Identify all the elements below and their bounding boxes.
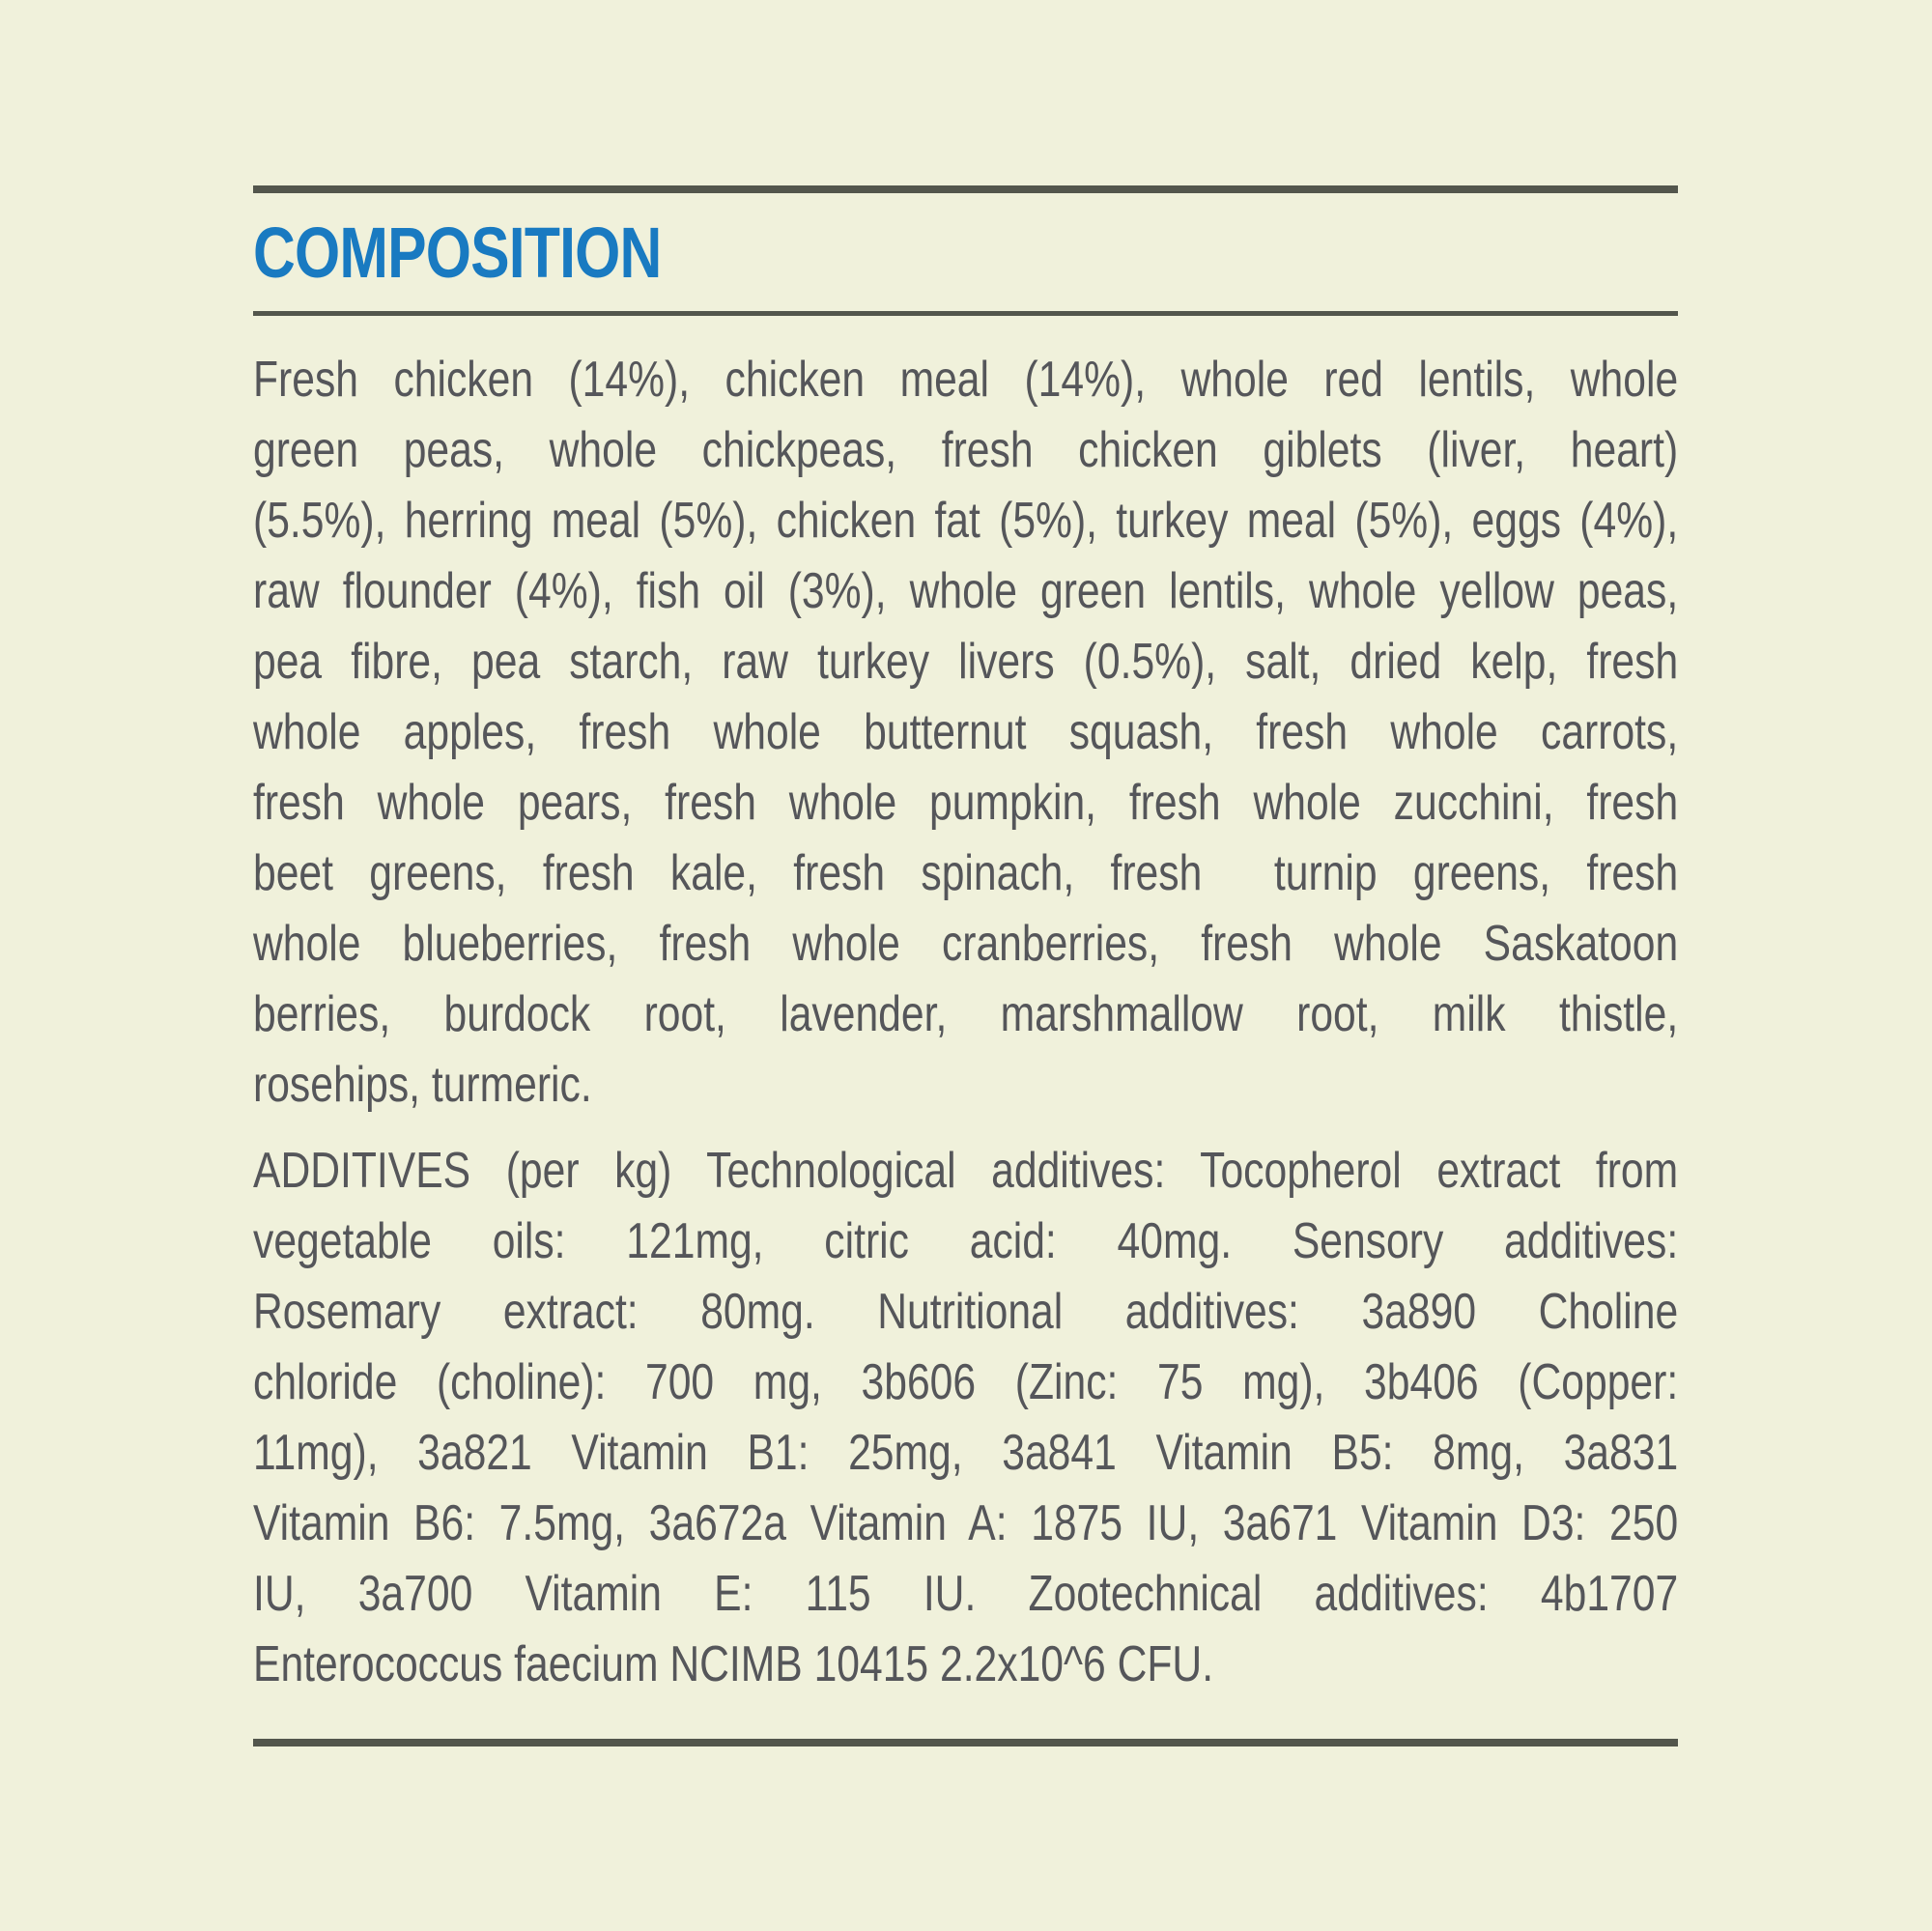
additives-text-line: chloride (choline): 700 mg, 3b606 (Zinc: 75 mg), 3b406 (Copper: [253, 1354, 1679, 1410]
bottom-rule [253, 1739, 1678, 1746]
additives-text-line: ADDITIVES (per kg) Technological additives: Tocopherol extract from [253, 1143, 1679, 1199]
composition-text-line: beet greens, fresh kale, fresh spinach, fresh turnip greens, fresh [253, 845, 1679, 901]
additives-text-line: IU, 3a700 Vitamin E: 115 IU. Zootechnical additives: 4b1707 [253, 1566, 1679, 1622]
composition-text-line: whole apples, fresh whole butternut squash, fresh whole carrots, [253, 704, 1679, 760]
section-title: COMPOSITION [253, 213, 662, 293]
composition-text-line: raw flounder (4%), fish oil (3%), whole green lentils, whole yellow peas, [253, 563, 1679, 619]
composition-text-line: whole blueberries, fresh whole cranberries, fresh whole Saskatoon [253, 916, 1679, 972]
composition-text-line: Fresh chicken (14%), chicken meal (14%), whole red lentils, whole [253, 352, 1679, 408]
composition-text-line: berries, burdock root, lavender, marshmallow root, milk thistle, [253, 986, 1679, 1042]
heading-underline-rule [253, 311, 1678, 316]
composition-paragraph [253, 345, 1678, 1121]
composition-text-line: fresh whole pears, fresh whole pumpkin, fresh whole zucchini, fresh [253, 775, 1679, 831]
additives-text-line: Enterococcus faecium NCIMB 10415 2.2x10^6 CFU. [253, 1636, 1214, 1692]
composition-text-line: pea fibre, pea starch, raw turkey livers (0.5%), salt, dried kelp, fresh [253, 634, 1679, 690]
additives-text-line: 11mg), 3a821 Vitamin B1: 25mg, 3a841 Vitamin B5: 8mg, 3a831 [253, 1425, 1679, 1481]
additives-text-line: Vitamin B6: 7.5mg, 3a672a Vitamin A: 1875 IU, 3a671 Vitamin D3: 250 [253, 1495, 1679, 1551]
top-rule [253, 185, 1678, 193]
additives-paragraph [253, 1136, 1678, 1700]
additives-text-line: Rosemary extract: 80mg. Nutritional additives: 3a890 Choline [253, 1284, 1679, 1340]
additives-text-line: vegetable oils: 121mg, citric acid: 40mg. Sensory additives: [253, 1213, 1679, 1269]
composition-text-line: rosehips, turmeric. [253, 1057, 592, 1113]
composition-text-line: green peas, whole chickpeas, fresh chicken giblets (liver, heart) [253, 422, 1679, 478]
composition-text-line: (5.5%), herring meal (5%), chicken fat (5%), turkey meal (5%), eggs (4%), [253, 493, 1679, 549]
